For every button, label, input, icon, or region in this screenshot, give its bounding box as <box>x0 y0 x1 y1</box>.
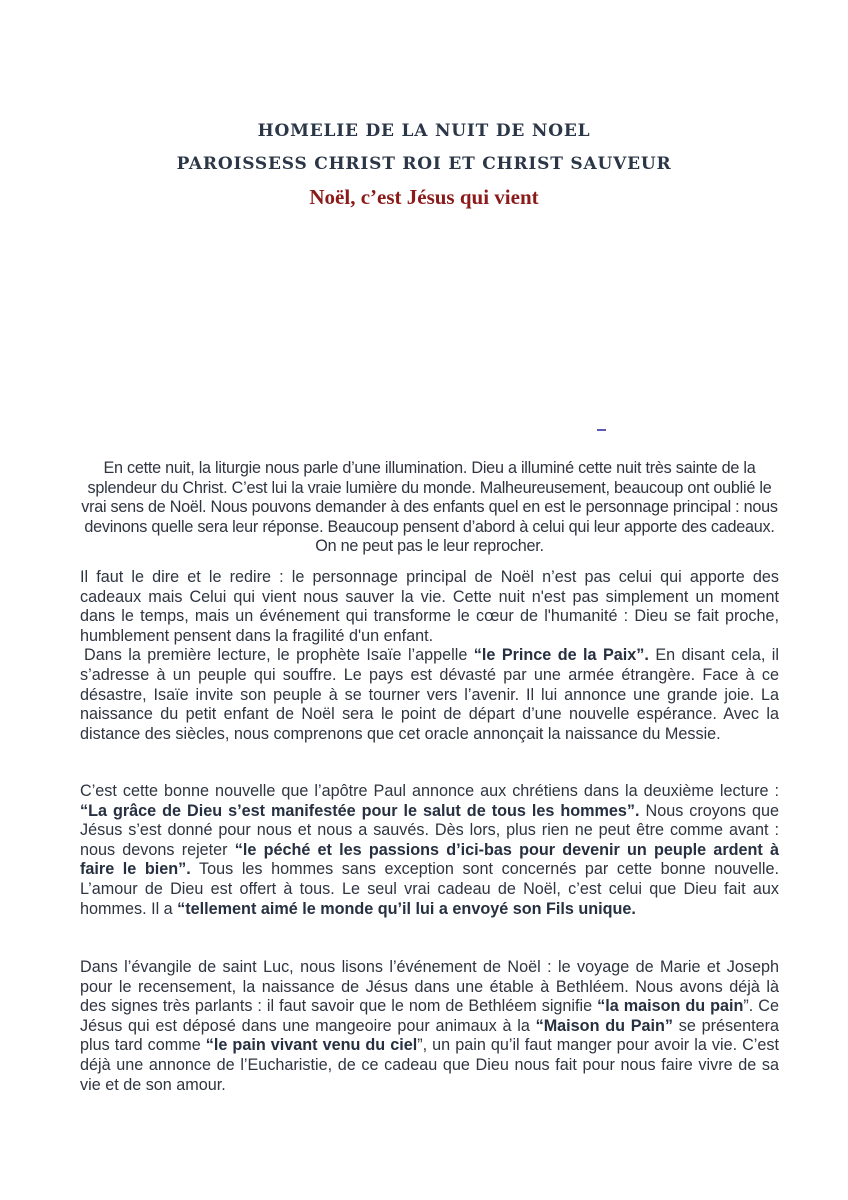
quote-pain-vivant: “le pain vivant venu du ciel <box>205 1036 418 1055</box>
quote-maison-du-pain: “Maison du Pain” <box>535 1016 673 1035</box>
text-segment: Tous les hommes sans exception sont concernés par cette bonne nouvelle. L’amour de Dieu est offert à tous. Le seul vrai cadeau de Noël, c’est celui que Dieu fait aux hommes. Il a <box>80 860 779 918</box>
subtitle: Noël, c’est Jésus qui vient <box>309 185 539 209</box>
paragraph-luc <box>80 958 779 1095</box>
text-segment: ”. Ce Jésus qui est déposé dans une mangeoire pour animaux à la <box>80 997 779 1035</box>
text-segment: En disant cela, il s’adresse à un peuple qui souffre. Le pays est dévasté par une armée étrangère. Face à ce désastre, Isaïe invite son peuple à se tourner vers l’avenir. Il lui annonce une grande joie. La naissance du petit enfant de Noël sera le point de départ d’une nouvelle espérance. Avec la distance des siècles, nous comprenons que cet oracle annonçait la naissance du Messie. <box>80 646 779 743</box>
text-segment: C’est cette bonne nouvelle que l’apôtre Paul annonce aux chrétiens dans la deuxième lecture : <box>80 782 779 800</box>
paragraph-intro <box>80 459 779 557</box>
paragraph-isaie <box>80 646 779 744</box>
text-segment: Nous croyons que Jésus s’est donné pour nous et nous a sauvés. Dès lors, plus rien ne peut être comme avant : nous devons rejeter <box>80 801 779 859</box>
title-line-1: HOMELIE DE LA NUIT DE NOEL <box>257 121 591 141</box>
paragraph-paul <box>80 782 779 919</box>
quote-grace: “La grâce de Dieu s’est manifestée pour le salut de tous les hommes”. <box>80 801 640 820</box>
paragraph-second-reading <box>80 782 779 919</box>
paragraph-main-character: Il faut le dire et le redire : le personnage principal de Noël n’est pas celui qui apporte des cadeaux mais Celui qui vient nous sauver la vie. Cette nuit n'est pas simplement un moment dans le temps, mais un événement qui transforme le cœur de l'humanité : Dieu se fait proche, humblement pensent dans la fragilité d'un enfant. <box>80 568 779 645</box>
text-segment: ”, un pain qu’il faut manger pour avoir la vie. C’est déjà une annonce de l’Eucharistie, de ce cadeau que Dieu nous fait pour nous faire vivre de sa vie et de son amour. <box>80 1036 780 1094</box>
dash-mark <box>597 429 606 431</box>
quote-maison-pain: “la maison du pain <box>597 997 744 1016</box>
text-segment: Dans la première lecture, le prophète Isaïe l’appelle <box>84 646 474 665</box>
paragraph-gospel <box>80 958 779 1095</box>
quote-prince-paix: “le Prince de la Paix”. <box>473 646 649 665</box>
text-segment: Dans l’évangile de saint Luc, nous lisons l’événement de Noël : le voyage de Marie et Joseph pour le recensement, la naissance de Jésus dans une étable à Bethléem. Nous avons déjà là des signes très parlants : il faut savoir que le nom de Bethléem signifie <box>80 958 779 1016</box>
quote-tellement-aime: “tellement aimé le monde qu’il lui a envoyé son Fils unique. <box>177 899 636 918</box>
title-line-2: PAROISSESS CHRIST ROI ET CHRIST SAUVEUR <box>176 154 672 174</box>
quote-peche: “le péché et les passions d’ici-bas pour devenir un peuple ardent à faire le bien”. <box>80 840 780 879</box>
paragraph-first-reading <box>80 568 779 744</box>
paragraph-intro-text: En cette nuit, la liturgie nous parle d’une illumination. Dieu a illuminé cette nuit très sainte de la splendeur du Christ. C’est lui la vraie lumière du monde. Malheureusement, beaucoup ont oublié le vrai sens de Noël. Nous pouvons demander à des enfants quel en est le personnage principal : nous devinons quelle sera leur réponse. Beaucoup pensent d’abord à celui qui leur apporte des cadeaux. On ne peut pas le leur reprocher. <box>81 459 778 556</box>
text-segment: se présentera plus tard comme <box>80 1016 779 1055</box>
